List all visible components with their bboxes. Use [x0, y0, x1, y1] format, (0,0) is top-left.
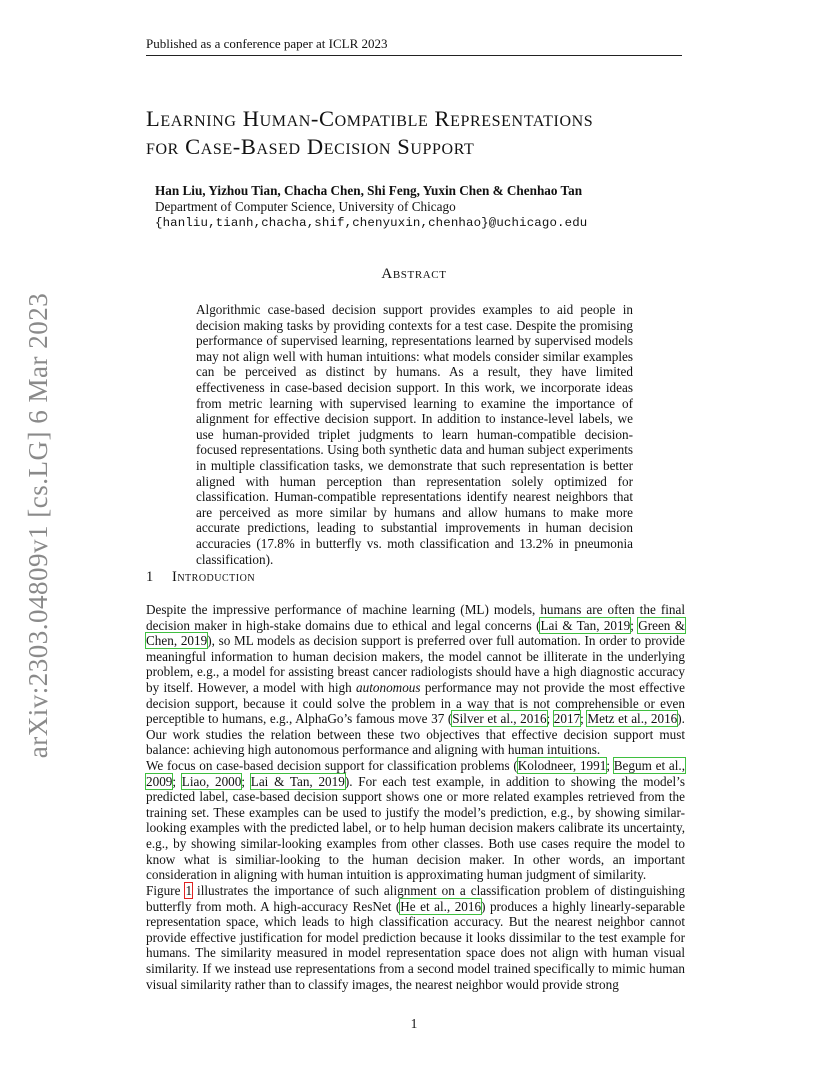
- title-line-2: for Case-Based Decision Support: [146, 134, 475, 159]
- citation-link[interactable]: Kolodneer, 1991: [517, 758, 607, 773]
- figure-reference-link[interactable]: 1: [185, 883, 193, 898]
- abstract-heading: Abstract: [381, 266, 447, 282]
- emphasis-text: autonomous: [356, 679, 421, 695]
- title-line-1: Learning Human-Compatible Representations: [146, 106, 594, 131]
- text-span: ;: [606, 758, 614, 773]
- text-span: ;: [630, 617, 639, 633]
- text-span: Figure: [146, 883, 186, 898]
- page-number: 1: [410, 1016, 418, 1031]
- text-span: illustrates the importance of such alignment on a classification problem of distinguishing butterfly from moth. A high-accuracy ResNet (: [146, 883, 685, 914]
- section-title: Introduction: [172, 569, 256, 585]
- running-header: Published as a conference paper at ICLR 2023: [146, 36, 682, 56]
- author-block: [155, 183, 695, 231]
- author-affiliation: Department of Computer Science, University of Chicago: [155, 199, 456, 214]
- intro-paragraph-2: [146, 758, 685, 883]
- abstract-body: Algorithmic case-based decision support provides examples to aid people in decision making tasks by providing contexts for a test case. Despite the promising performance of supervised learning, representations learned by supervised models may not align well with human intuitions: what models consider similar examples can be perceived as distinct by humans. As a result, they have limited effectiveness in case-based decision support. In this work, we incorporate ideas from metric learning with supervised learning to examine the importance of alignment for effective decision support. In addition to instance-level labels, we use human-provided triplet judgments to learn human-compatible decision-focused representations. Using both synthetic data and human subject experiments in multiple classification tasks, we demonstrate that such representation is better aligned with human perception than representation solely optimized for classification. Human-compatible representations identify nearest neighbors that are perceived as more similar by humans and allow humans to make more accurate predictions, leading to substantial improvements in human decision accuracies (17.8% in butterfly vs. moth classification and 13.2% in pneumonia classification).: [196, 302, 633, 567]
- citation-link[interactable]: Liao, 2000: [181, 773, 242, 789]
- author-names: Han Liu, Yizhou Tian, Chacha Chen, Shi Feng, Yuxin Chen & Chenhao Tan: [155, 183, 583, 198]
- text-span: ). For each test example, in addition to showing the model’s predicted label, case-based decision support shows one or more related examples retrieved from the training set. These examples can be used to justify the model’s prediction, e.g., by showing similar-looking examples with the predicted label, or to help human decision makers calibrate its uncertainty, e.g., by showing similar-looking examples from other classes. Both use cases require the model to know what is similiar-looking to the human decision maker. In other words, an important consideration in aligning with human intuition is approximating human judgment of similarity.: [146, 773, 685, 883]
- citation-link[interactable]: Begum et al., 2009: [146, 758, 685, 789]
- text-span: ) produces a highly linearly-separable representation space, which leads to high classification accuracy. But the nearest neighbor cannot provide effective justification for model prediction because it looks dissimilar to the test example for humans. The similarity measured in model representation space does not align with human visual similarity. If we instead use representations from a second model trained specifically to mimic human visual similarity rather than to classify images, the nearest neighbor would provide strong: [146, 898, 685, 992]
- text-span: ). Our work studies the relation between these two objectives that effective decision support must balance: achieving high autonomous performance and aligning with human intuitions.: [146, 711, 685, 758]
- text-span: performance may not provide the most effective decision support, because it could solve the problem in a way that is not comprehensible or even perceptible to humans, e.g., AlphaGo’s famous move 37 (: [146, 679, 685, 727]
- text-span: ;: [241, 773, 251, 789]
- text-span: We focus on case-based decision support for classification problems (: [146, 758, 518, 773]
- text-span: Despite the impressive performance of machine learning (ML) models, humans are often the final decision maker in high-stake domains due to ethical and legal concerns (: [146, 602, 685, 633]
- citation-link[interactable]: Lai & Tan, 2019: [250, 773, 345, 789]
- citation-link[interactable]: Lai & Tan, 2019: [540, 617, 631, 633]
- intro-paragraph-3: [146, 883, 685, 992]
- citation-link[interactable]: Silver et al., 2016: [452, 711, 547, 727]
- section-number: 1: [146, 569, 154, 585]
- citation-link[interactable]: Green & Chen, 2019: [146, 617, 685, 649]
- citation-link[interactable]: 2017: [553, 711, 581, 727]
- arxiv-identifier: arXiv:2303.04809v1 [cs.LG] 6 Mar 2023: [23, 292, 54, 758]
- citation-link[interactable]: Metz et al., 2016: [587, 711, 678, 727]
- author-emails: {hanliu,tianh,chacha,shif,chenyuxin,chenhao}@uchicago.edu: [155, 216, 588, 230]
- arxiv-sidebar: [18, 290, 60, 760]
- text-span: ), so ML models as decision support is preferred over full automation. In order to provide meaningful information to human decision makers, the model cannot be illiterate in the underlying problem, e.g., a model for assisting breast cancer radiologists should have a high diagnostic accuracy by itself. However, a model with high: [146, 633, 685, 695]
- citation-link[interactable]: He et al., 2016: [400, 898, 482, 914]
- intro-paragraph-1: [146, 602, 685, 758]
- paper-title: [146, 105, 706, 161]
- text-span: ;: [580, 711, 588, 727]
- section-heading-introduction: [146, 569, 682, 586]
- text-span: ;: [546, 711, 554, 727]
- text-span: ;: [172, 773, 182, 789]
